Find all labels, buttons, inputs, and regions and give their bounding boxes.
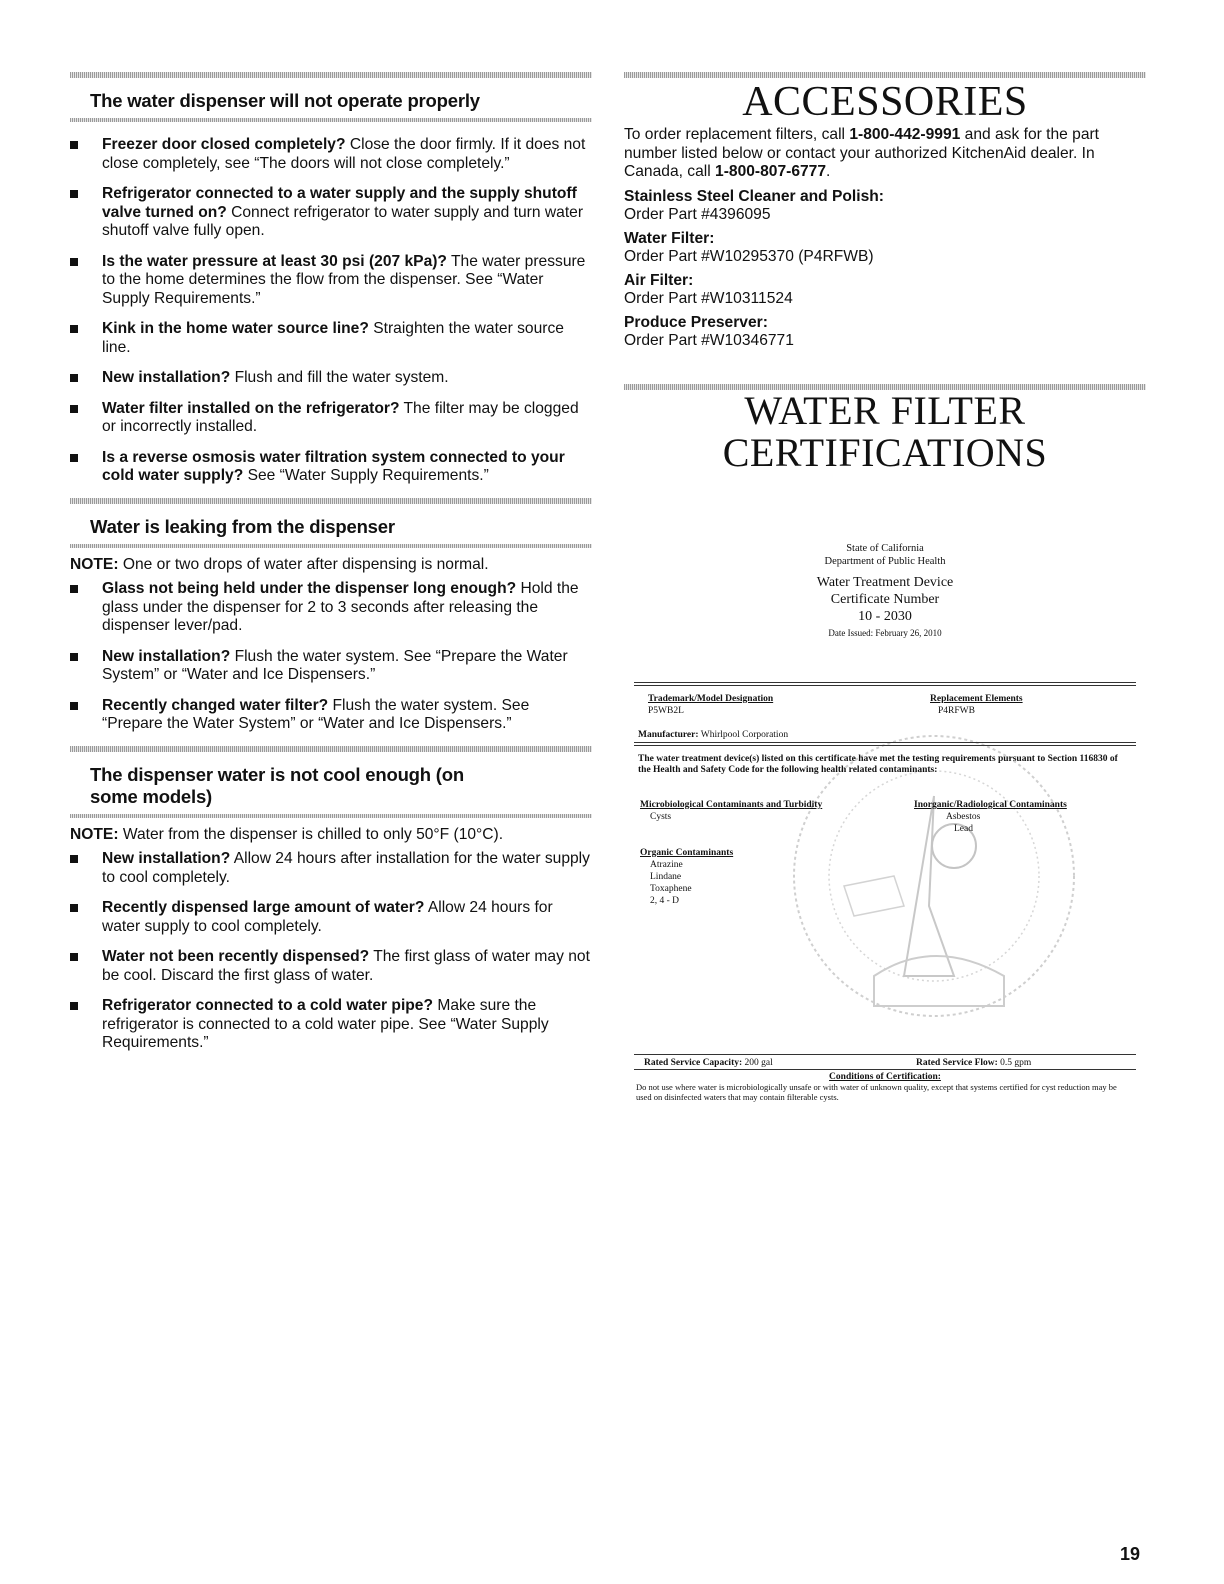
- part-item: [624, 188, 1146, 224]
- water-filter-title: WATER FILTER CERTIFICATIONS: [722, 387, 1048, 475]
- section-rule: [70, 118, 592, 122]
- divider: [634, 1054, 1136, 1055]
- section-rule: [70, 72, 592, 78]
- inorganic-item: Lead: [954, 824, 973, 834]
- page-number: 19: [1120, 1544, 1141, 1564]
- bullet-icon: [70, 702, 78, 710]
- rated-flow: Rated Service Flow: 0.5 gpm: [916, 1058, 1032, 1068]
- list-item: New installation? Allow 24 hours after installation for the water supply to cool completely.: [70, 850, 592, 887]
- troubleshooting-column: [70, 72, 592, 1065]
- organic-item: 2, 4 - D: [650, 896, 680, 906]
- replacement-label: Replacement Elements: [930, 694, 1023, 704]
- accessories-column: [624, 72, 1146, 474]
- phone-us: 1-800-442-9991: [849, 126, 961, 143]
- inorganic-item: Asbestos: [946, 812, 981, 822]
- phone-canada: 1-800-807-6777: [715, 163, 827, 180]
- list-item: New installation? Flush and fill the water system.: [70, 369, 592, 388]
- section-water-not-cool: [70, 746, 592, 1053]
- accessories-intro: To order replacement filters, call 1-800-442-9991 and ask for the part number listed below or contact your authorized KitchenAid dealer. In Canada, call 1-800-807-6777.: [624, 126, 1100, 180]
- cert-number: 10 - 2030: [858, 609, 912, 624]
- accessories-title: ACCESSORIES: [742, 79, 1028, 125]
- part-order: Order Part #4396095: [624, 205, 771, 223]
- cert-state: State of California: [846, 543, 924, 554]
- cert-device: Water Treatment Device: [816, 575, 954, 590]
- section-rule: [70, 498, 592, 504]
- cert-number-label: Certificate Number: [830, 592, 940, 607]
- inorganic-label: Inorganic/Radiological Contaminants: [914, 800, 1067, 810]
- list-item: Refrigerator connected to a cold water pipe? Make sure the refrigerator is connected to a cold water pipe. See “Water Supply Requirements.”: [70, 997, 592, 1053]
- divider: [634, 1069, 1136, 1070]
- bullet-icon: [70, 653, 78, 661]
- list-item: Is a reverse osmosis water filtration system connected to your cold water supply? See “Water Supply Requirements.”: [70, 449, 592, 486]
- part-name: Water Filter:: [624, 229, 715, 247]
- bullet-icon: [70, 405, 78, 413]
- conditions-text: Do not use where water is microbiologically unsafe or with water of unknown quality, except that systems certified for cyst reduction may be used on disinfected waters that may contain filterable cysts.: [636, 1082, 1117, 1102]
- list-item: Glass not being held under the dispenser long enough? Hold the glass under the dispenser for 2 to 3 seconds after releasing the dispenser lever/pad.: [70, 580, 592, 636]
- bullet-icon: [70, 258, 78, 266]
- organic-label: Organic Contaminants: [640, 848, 734, 858]
- bullet-icon: [70, 325, 78, 333]
- section-title: The water dispenser will not operate properly: [90, 90, 480, 111]
- list-item: Water not been recently dispensed? The first glass of water may not be cool. Discard the first glass of water.: [70, 948, 592, 985]
- cert-date-issued: Date Issued: February 26, 2010: [828, 628, 942, 638]
- replacement-element: P4RFWB: [938, 706, 975, 716]
- part-item: [624, 230, 1146, 266]
- bullet-icon: [70, 904, 78, 912]
- water-treatment-certificate: [624, 536, 1146, 1102]
- california-seal-watermark: [784, 676, 1084, 1076]
- bullet-icon: [70, 1002, 78, 1010]
- organic-item: Atrazine: [650, 860, 683, 870]
- bullet-icon: [70, 374, 78, 382]
- list-item: Recently changed water filter? Flush the water system. See “Prepare the Water System” or “Water and Ice Dispensers.”: [70, 697, 592, 734]
- list-item: Recently dispensed large amount of water? Allow 24 hours for water supply to cool completely.: [70, 899, 592, 936]
- micro-label: Microbiological Contaminants and Turbidity: [640, 800, 823, 810]
- divider: [634, 742, 1136, 743]
- list-item: New installation? Flush the water system. See “Prepare the Water System” or “Water and Ice Dispensers.”: [70, 648, 592, 685]
- divider: [634, 682, 1136, 683]
- part-order: Order Part #W10346771: [624, 331, 794, 349]
- list-item: Freezer door closed completely? Close the door firmly. If it does not close completely, see “The doors will not close completely.”: [70, 136, 592, 173]
- parts-list: [624, 188, 1146, 350]
- bullet-icon: [70, 585, 78, 593]
- bullet-icon: [70, 953, 78, 961]
- part-name: Air Filter:: [624, 271, 694, 289]
- cert-statement: The water treatment device(s) listed on this certificate have met the testing requirements pursuant to Section 116830 of the Health and Safety Code for the following health related contaminants:: [638, 754, 1118, 775]
- section-water-dispenser-not-operating: [70, 72, 592, 486]
- cert-department: Department of Public Health: [824, 556, 946, 567]
- trademark-label: Trademark/Model Designation: [648, 694, 774, 704]
- part-item: [624, 272, 1146, 308]
- bullet-icon: [70, 190, 78, 198]
- list-item: Is the water pressure at least 30 psi (207 kPa)? The water pressure to the home determines the flow from the dispenser. See “Water Supply Requirements.”: [70, 253, 592, 309]
- part-order: Order Part #W10311524: [624, 289, 793, 307]
- section-title: Water is leaking from the dispenser: [90, 515, 395, 537]
- bullet-icon: [70, 141, 78, 149]
- list-item: Water filter installed on the refrigerator? The filter may be clogged or incorrectly installed.: [70, 400, 592, 437]
- divider: [634, 745, 1136, 746]
- list-item: Kink in the home water source line? Straighten the water source line.: [70, 320, 592, 357]
- micro-item: Cysts: [650, 812, 672, 822]
- organic-item: Lindane: [650, 872, 682, 882]
- part-name: Produce Preserver:: [624, 313, 768, 331]
- rated-capacity: Rated Service Capacity: 200 gal: [644, 1058, 773, 1068]
- model-designation: P5WB2L: [648, 706, 684, 716]
- section-rule: [70, 544, 592, 548]
- section-title: The dispenser water is not cool enough (on some models): [90, 763, 464, 807]
- part-order: Order Part #W10295370 (P4RFWB): [624, 247, 874, 265]
- manufacturer: Manufacturer: Whirlpool Corporation: [638, 730, 789, 740]
- section-water-leaking: [70, 498, 592, 734]
- section-rule: [70, 814, 592, 818]
- note: NOTE: Water from the dispenser is chilled to only 50°F (10°C).: [70, 825, 504, 843]
- part-item: [624, 314, 1146, 350]
- divider: [634, 685, 1136, 686]
- bullet-icon: [70, 855, 78, 863]
- note: NOTE: One or two drops of water after dispensing is normal.: [70, 555, 489, 573]
- conditions-label: Conditions of Certification:: [829, 1072, 941, 1082]
- organic-item: Toxaphene: [650, 884, 692, 894]
- list-item: Refrigerator connected to a water supply and the supply shutoff valve turned on? Connect refrigerator to water supply and turn water shutoff valve fully open.: [70, 185, 592, 241]
- part-name: Stainless Steel Cleaner and Polish:: [624, 187, 884, 205]
- section-rule: [70, 746, 592, 752]
- bullet-icon: [70, 454, 78, 462]
